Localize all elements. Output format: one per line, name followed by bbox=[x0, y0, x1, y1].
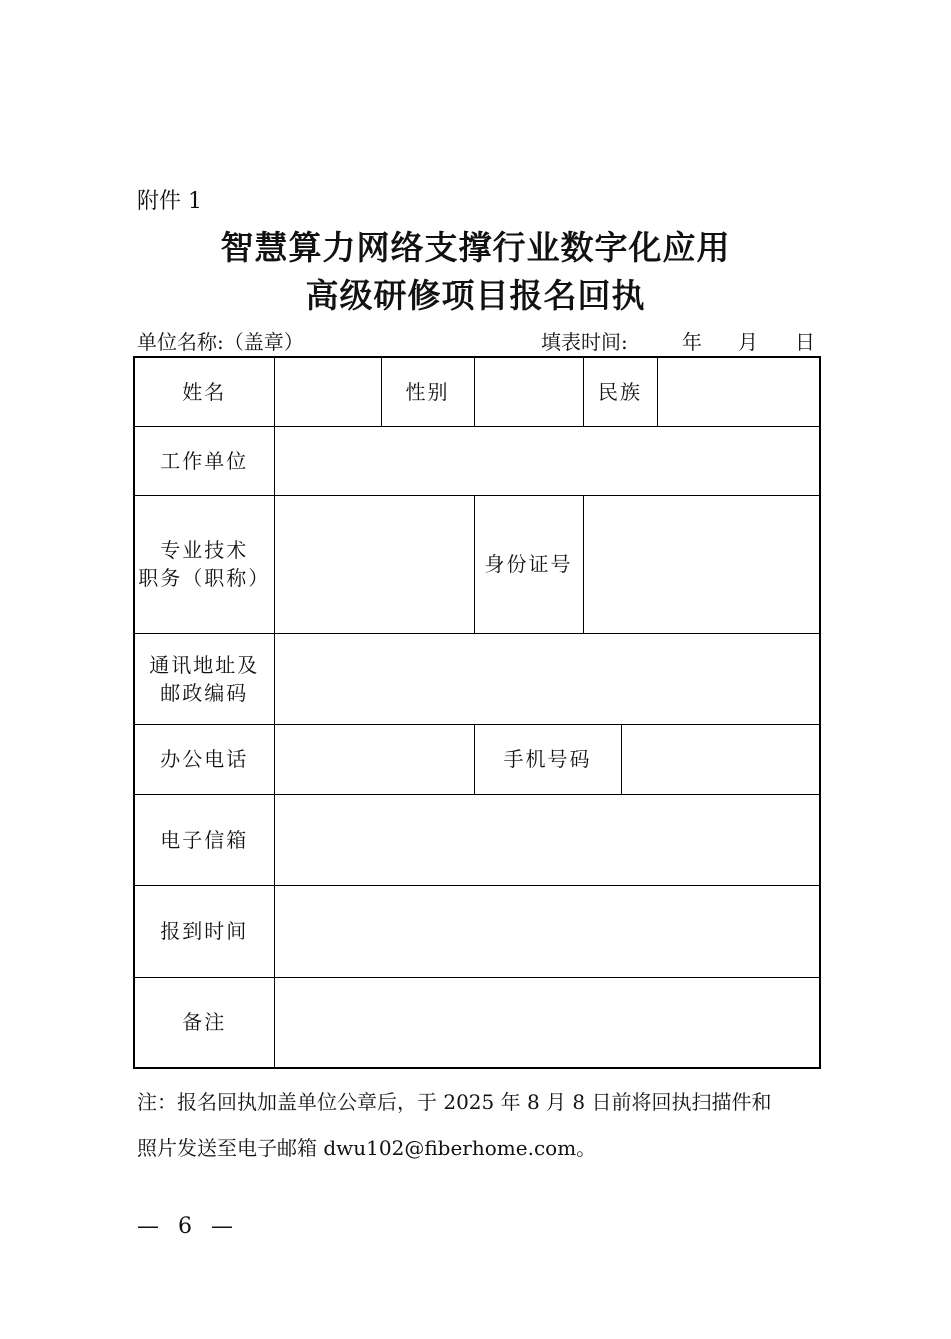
name-field[interactable] bbox=[274, 357, 381, 426]
email-label: 电子信箱 bbox=[134, 794, 274, 885]
id-number-label: 身份证号 bbox=[474, 495, 583, 633]
work-unit-field[interactable] bbox=[274, 426, 820, 495]
id-number-field[interactable] bbox=[583, 495, 820, 633]
remarks-field[interactable] bbox=[274, 977, 820, 1068]
table-row bbox=[134, 495, 820, 633]
gender-field[interactable] bbox=[474, 357, 583, 426]
registration-form-table bbox=[133, 356, 821, 1069]
arrival-time-label: 报到时间 bbox=[134, 885, 274, 977]
table-row bbox=[134, 426, 820, 495]
day-label: 日 bbox=[795, 330, 815, 354]
table-row bbox=[134, 357, 820, 426]
address-label bbox=[134, 633, 274, 724]
attachment-label: 附件 1 bbox=[137, 189, 202, 214]
form-title-line1: 智慧算力网络支撑行业数字化应用 bbox=[220, 228, 731, 267]
ethnicity-field[interactable] bbox=[657, 357, 820, 426]
email-field[interactable] bbox=[274, 794, 820, 885]
mobile-field[interactable] bbox=[621, 724, 820, 794]
professional-title-label-line2: 职务（职称） bbox=[138, 566, 271, 590]
note-line1: 注：报名回执加盖单位公章后，于 2025 年 8 月 8 日前将回执扫描件和 bbox=[137, 1090, 772, 1114]
professional-title-label bbox=[134, 495, 274, 633]
name-label: 姓名 bbox=[134, 357, 274, 426]
office-phone-field[interactable] bbox=[274, 724, 474, 794]
arrival-time-field[interactable] bbox=[274, 885, 820, 977]
professional-title-label-line1: 专业技术 bbox=[160, 538, 249, 562]
office-phone-label: 办公电话 bbox=[134, 724, 274, 794]
address-field[interactable] bbox=[274, 633, 820, 724]
note-line2: 照片发送至电子邮箱 dwu102@fiberhome.com。 bbox=[137, 1136, 597, 1160]
mobile-label: 手机号码 bbox=[474, 724, 621, 794]
form-title-line2: 高级研修项目报名回执 bbox=[305, 276, 646, 315]
professional-title-field[interactable] bbox=[274, 495, 474, 633]
work-unit-label: 工作单位 bbox=[134, 426, 274, 495]
address-label-line2: 邮政编码 bbox=[160, 680, 249, 705]
address-label-line1: 通讯地址及 bbox=[149, 652, 260, 677]
table-row bbox=[134, 633, 820, 724]
fill-date-label: 填表时间: bbox=[541, 330, 628, 354]
year-label: 年 bbox=[682, 330, 702, 354]
table-row bbox=[134, 885, 820, 977]
table-row bbox=[134, 724, 820, 794]
table-row bbox=[134, 794, 820, 885]
unit-name-label: 单位名称:（盖章） bbox=[137, 330, 304, 354]
gender-label: 性别 bbox=[381, 357, 474, 426]
page-number: — 6 — bbox=[137, 1214, 239, 1239]
month-label: 月 bbox=[738, 330, 758, 354]
remarks-label: 备注 bbox=[134, 977, 274, 1068]
table-row bbox=[134, 977, 820, 1068]
ethnicity-label: 民族 bbox=[583, 357, 657, 426]
